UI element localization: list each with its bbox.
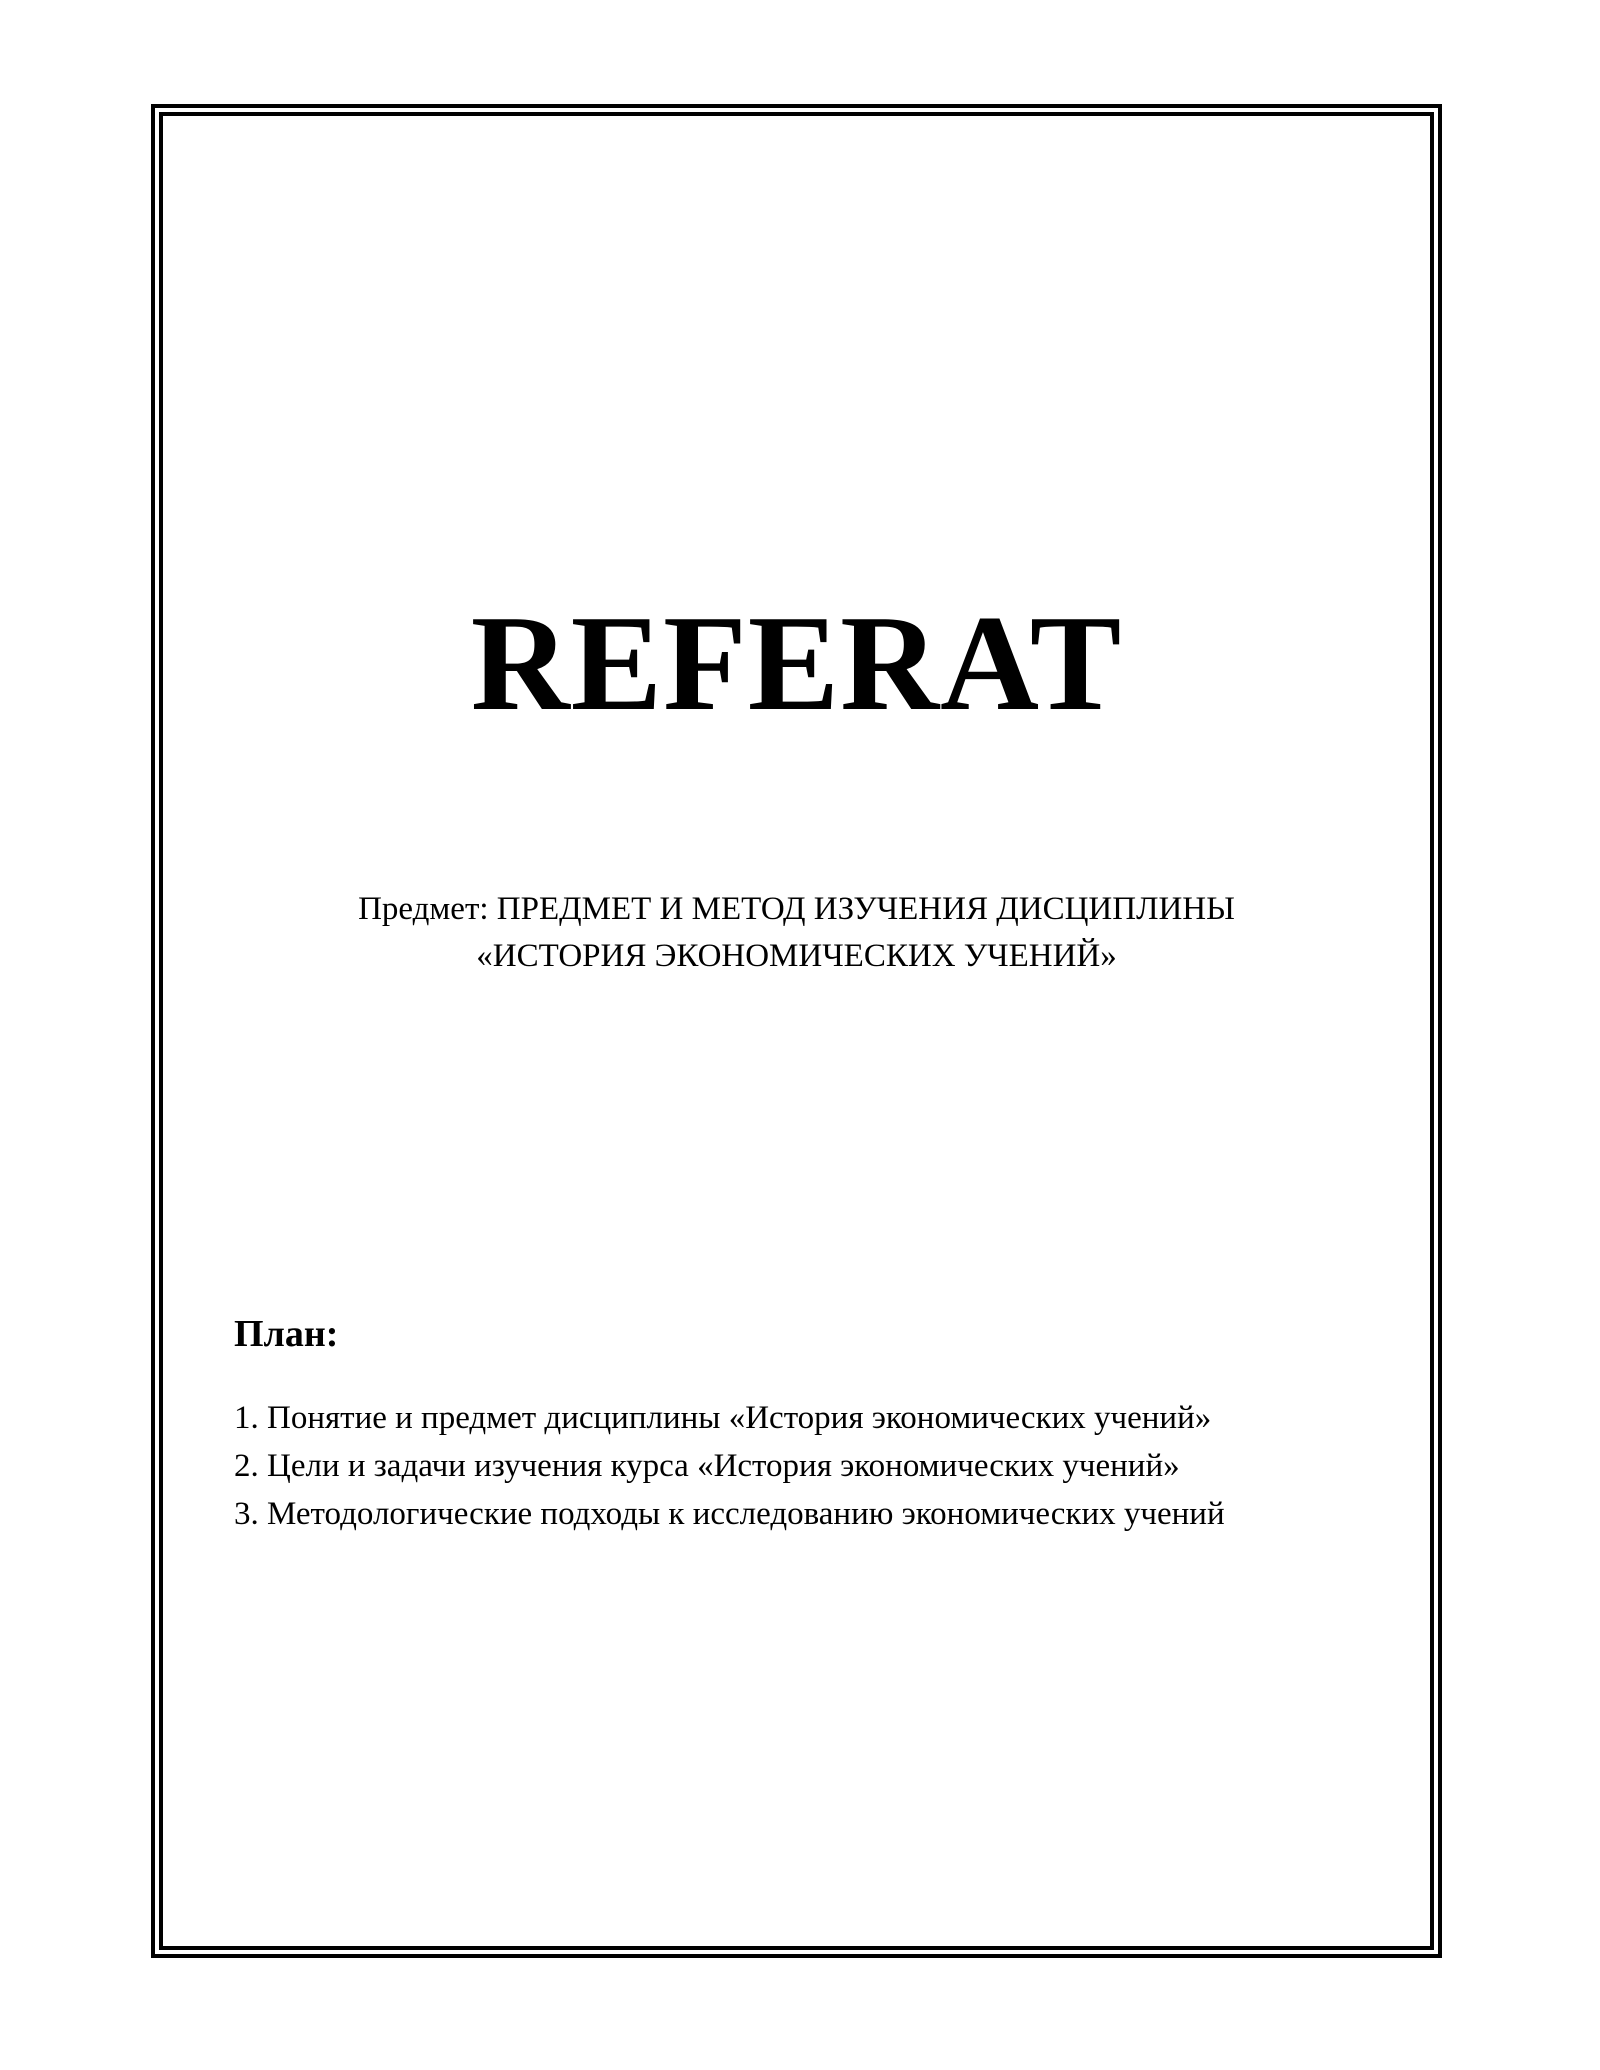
page-border-inner [159, 112, 1434, 1950]
subject-block [151, 886, 1442, 980]
plan-list [234, 1394, 1225, 1538]
plan-item-3: 3. Методологические подходы к исследованию экономических учений [234, 1496, 1225, 1532]
plan-heading: План: [234, 1313, 339, 1355]
subject-line-2: «ИСТОРИЯ ЭКОНОМИЧЕСКИХ УЧЕНИЙ» [476, 938, 1117, 974]
plan-item-2: 2. Цели и задачи изучения курса «История экономических учений» [234, 1448, 1180, 1484]
subject-line-1: Предмет: ПРЕДМЕТ И МЕТОД ИЗУЧЕНИЯ ДИСЦИПЛИНЫ [358, 891, 1235, 927]
plan-item-1: 1. Понятие и предмет дисциплины «История экономических учений» [234, 1400, 1212, 1436]
document-title: REFERAT [470, 587, 1123, 739]
